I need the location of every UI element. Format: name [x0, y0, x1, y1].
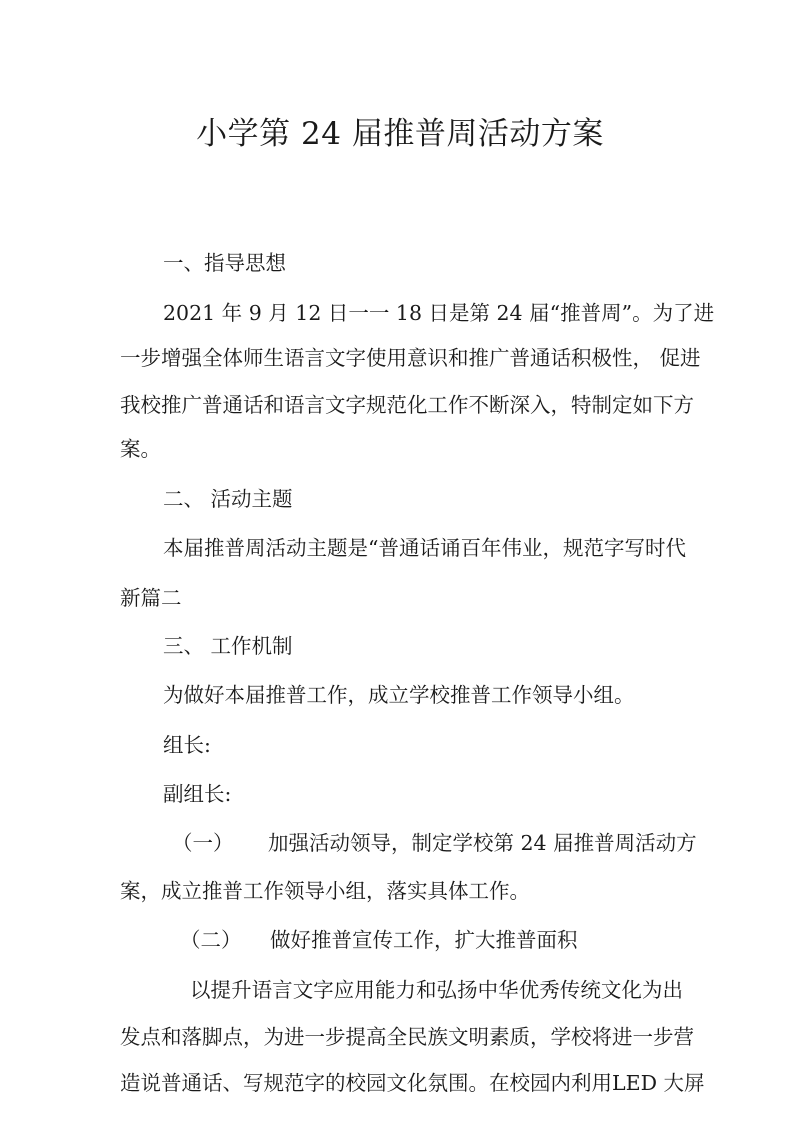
deputy-leader-label: 副组长: [163, 782, 232, 806]
section-heading-guiding-ideology: 一、指导思想 [163, 251, 286, 275]
paragraph-line: 造说普通话、写规范字的校园文化氛围。在校园内利用LED 大屏 [120, 1071, 705, 1095]
section-heading-activity-theme: 二、 活动主题 [163, 487, 293, 511]
paragraph-line: 发点和落脚点，为进一步提高全民族文明素质，学校将进一步营 [120, 1025, 694, 1049]
document-title: 小学第 24 届推普周活动方案 [196, 116, 604, 152]
paragraph-line: 2021 年 9 月 12 日一一 18 日是第 24 届“推普周”。为了进 [163, 301, 715, 325]
subsection-text: 做好推普宣传工作，扩大推普面积 [270, 928, 578, 952]
subsection-line [172, 828, 697, 858]
subsection-number: （一） [172, 831, 234, 855]
paragraph-line: 为做好本届推普工作，成立学校推普工作领导小组。 [163, 683, 635, 707]
paragraph-line: 新篇二 [120, 586, 182, 610]
paragraph-line: 我校推广普通话和语言文字规范化工作不断深入，特制定如下方 [120, 393, 694, 417]
paragraph-line: 一步增强全体师生语言文字使用意识和推广普通话积极性， 促进 [120, 346, 701, 370]
subsection-line [180, 925, 578, 955]
paragraph-line: 案。 [120, 437, 161, 461]
subsection-text: 加强活动领导，制定学校第 24 届推普周活动方 [268, 831, 697, 855]
paragraph-line: 本届推普周活动主题是“普通话诵百年伟业，规范字写时代 [163, 536, 686, 560]
section-heading-work-mechanism: 三、 工作机制 [163, 634, 293, 658]
paragraph-line: 以提升语言文字应用能力和弘扬中华优秀传统文化为出 [190, 978, 683, 1002]
group-leader-label: 组长: [163, 733, 211, 757]
paragraph-line: 案，成立推普工作领导小组，落实具体工作。 [120, 879, 530, 903]
subsection-number: （二） [180, 928, 242, 952]
